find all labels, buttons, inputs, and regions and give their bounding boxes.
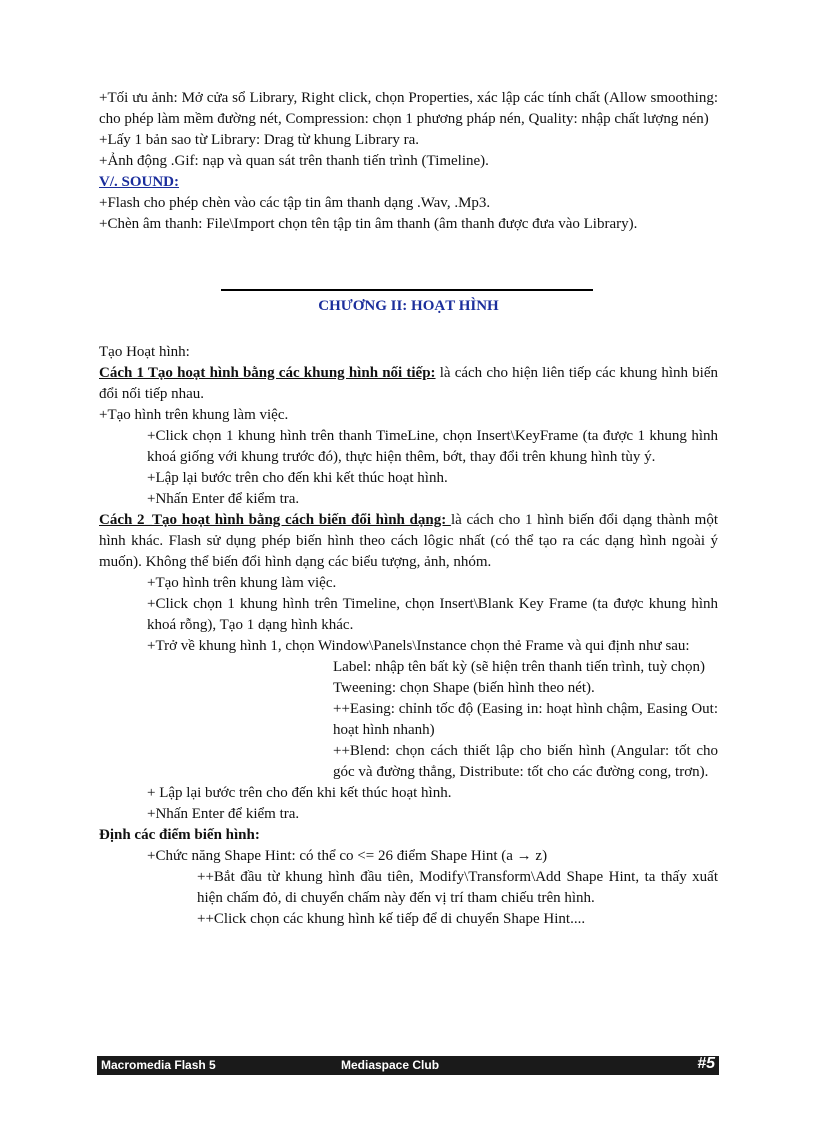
text-line: +Chèn âm thanh: File\Import chọn tên tập tin âm thanh (âm thanh được đưa vào Library). [99,216,638,232]
method1-desc: là cách cho hiện liên tiếp các khung hình biến đổi nối tiếp nhau. [99,365,718,402]
text-line: +Tối ưu ảnh: Mở cửa sổ Library, Right click, chọn Properties, xác lập các tính chất (Allow smoothing: cho phép làm mềm đường nét, Compression: chọn 1 phương pháp nén, Quality: nhập chất lượng nén) [99,90,718,127]
method2-after: +Nhấn Enter để kiểm tra. [147,806,300,822]
method2-after: + Lập lại bước trên cho đến khi kết thúc hoạt hình. [147,785,452,801]
method1-substep: +Nhấn Enter để kiểm tra. [147,491,300,507]
chapter-body [99,342,718,930]
hint-substep: ++Bắt đầu từ khung hình đầu tiên, Modify\Transform\Add Shape Hint, ta thấy xuất hiện chấm đỏ, di chuyển chấm này đến vị trí tham chiếu trên hình. [197,869,718,906]
method1-paragraph [99,363,718,405]
method1-substep: +Lập lại bước trên cho đến khi kết thúc hoạt hình. [147,470,448,486]
method2-title: Cách 2_Tạo hoạt hình bằng cách biến đổi hình dạng: [99,512,451,528]
method1-substep: +Click chọn 1 khung hình trên thanh TimeLine, chọn Insert\KeyFrame (ta được 1 khung hình khoá giống với khung trước đó), thực hiện thêm, bớt, thay đổi trên khung hình tùy ý. [147,428,718,465]
divider [221,289,593,291]
page-number: #5 [697,1055,715,1072]
text-line: +Ảnh động .Gif: nạp và quan sát trên thanh tiến trình (Timeline). [99,153,489,169]
method1-step: +Tạo hình trên khung làm việc. [99,407,289,423]
top-section [99,88,718,235]
text-line: +Lấy 1 bản sao từ Library: Drag từ khung Library ra. [99,132,420,148]
text-line: +Flash cho phép chèn vào các tập tin âm thanh dạng .Wav, .Mp3. [99,195,491,211]
intro-text: Tạo Hoạt hình: [99,344,190,360]
method1-title: Cách 1 Tạo hoạt hình bằng các khung hình nối tiếp: [99,365,436,381]
method2-substep: +Trở về khung hình 1, chọn Window\Panels\Instance chọn thẻ Frame và qui định như sau: [147,638,690,654]
page-footer [97,1056,719,1075]
footer-club: Mediaspace Club [341,1058,440,1072]
hint-title: Định các điểm biến hình: [99,827,260,843]
method2-substep: +Click chọn 1 khung hình trên Timeline, chọn Insert\Blank Key Frame (ta được khung hình khoá rỗng), Tạo 1 dạng hình khác. [147,596,718,633]
setting-item: ++Easing: chỉnh tốc độ (Easing in: hoạt hình chậm, Easing Out: hoạt hình nhanh) [333,701,718,738]
method2-desc: là cách cho 1 hình biến đổi dạng thành một hình khác. Flash sử dụng phép biến hình theo cách lôgic nhất (có thể tạo ra các dạng hình ngoài ý muốn). Không thể biến đổi hình dạng các biểu tượng, ảnh, nhóm. [99,512,719,570]
footer-title: Macromedia Flash 5 [101,1058,216,1072]
method2-paragraph [99,510,718,573]
hint-substep: ++Click chọn các khung hình kế tiếp để di chuyển Shape Hint.... [197,911,586,927]
chapter-title: CHƯƠNG II: HOẠT HÌNH [318,298,499,314]
method2-substep: +Tạo hình trên khung làm việc. [147,575,337,591]
sound-heading: V/. SOUND: [99,174,180,190]
hint-line: +Chức năng Shape Hint: có thể co <= 26 điểm Shape Hint (a → z) [147,848,548,864]
setting-item: Label: nhập tên bất kỳ (sẽ hiện trên thanh tiến trình, tuỳ chọn) [333,659,705,675]
setting-item: ++Blend: chọn cách thiết lập cho biến hình (Angular: tốt cho góc và đường thẳng, Distribute: tốt cho các đường cong, trơn). [333,743,718,780]
setting-item: Tweening: chọn Shape (biến hình theo nét). [333,680,595,696]
